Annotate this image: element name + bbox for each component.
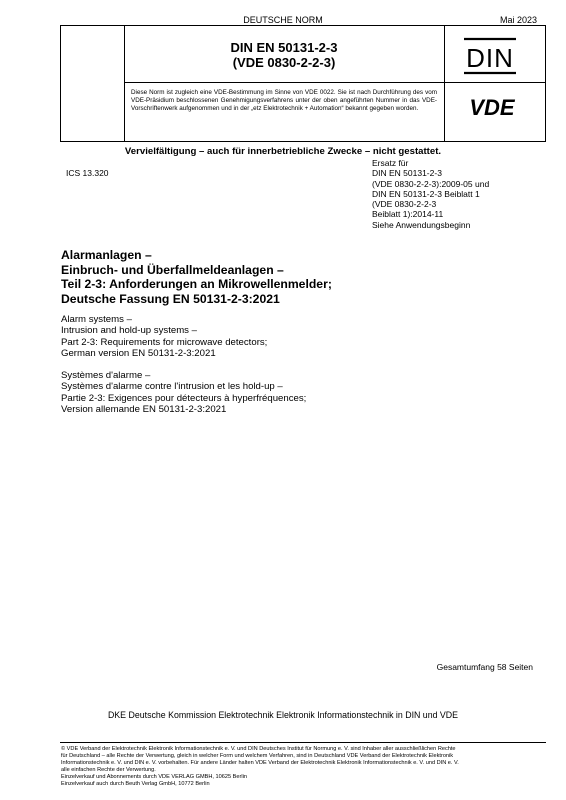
footer-line: alle einfachen Rechte der Verwertung. <box>61 766 156 773</box>
document-number: DIN EN 50131-2-3 <box>230 40 338 55</box>
title-german <box>61 248 332 306</box>
footer-line: für Deutschland – alle Rechte der Verwertung, gleich in welcher Form und welchem Verfahren, sind in Deutschland VDE Verband der Elektrotechnik Elektronik <box>61 752 454 759</box>
replacement-line: DIN EN 50131-2-3 <box>372 168 442 179</box>
title-english-line: Part 2-3: Requirements for microwave detectors; <box>61 336 268 348</box>
footer-line: Einzelverkauf auch durch Beuth Verlag GmbH, 10772 Berlin <box>61 780 210 787</box>
vde-classification: (VDE 0830-2-2-3) <box>232 55 336 70</box>
title-german-line: Einbruch- und Überfallmeldeanlagen – <box>61 262 284 277</box>
vde-logo-text: VDE <box>469 96 515 118</box>
norm-type-label: DEUTSCHE NORM <box>243 15 323 25</box>
document-title <box>125 40 443 70</box>
din-logo-text: DIN <box>466 43 514 73</box>
replacement-line: Siehe Anwendungsbeginn <box>372 219 471 230</box>
title-german-line: Teil 2-3: Anforderungen an Mikrowellenmelder; <box>61 277 332 291</box>
title-english-line: Alarm systems – <box>61 314 132 325</box>
title-english-line: German version EN 50131-2-3:2021 <box>61 347 216 359</box>
replacement-line: (VDE 0830-2-2-3):2009-05 und <box>372 178 490 189</box>
title-german-line: Alarmanlagen – <box>61 248 152 262</box>
frame-divider-middle <box>124 82 546 83</box>
footer-line: Einzelverkauf und Abonnements durch VDE VERLAG GMBH, 10625 Berlin <box>61 773 247 780</box>
ics-code: ICS 13.320 <box>66 168 109 178</box>
din-logo <box>462 34 518 78</box>
footer-line: Informationstechnik e. V. und DIN e. V. vorbehalten. Für andere Länder halten VDE Verband der Elektrotechnik Elektronik Informationstechnik e. V. und DIN e. V. <box>61 759 459 766</box>
title-french-line: Version allemande EN 50131-2-3:2021 <box>61 403 227 415</box>
title-french-line: Systèmes d'alarme – <box>61 370 151 381</box>
reproduction-warning: Vervielfältigung – auch für innerbetriebliche Zwecke – nicht gestattet. <box>124 146 442 157</box>
replacement-line: Beiblatt 1):2014-11 <box>372 209 444 220</box>
copyright-footer <box>61 746 541 787</box>
title-french-line: Partie 2-3: Exigences pour détecteurs à hyperfréquences; <box>61 392 307 404</box>
dke-commission: DKE Deutsche Kommission Elektrotechnik Elektronik Informationstechnik in DIN und VDE <box>107 710 459 720</box>
footer-divider <box>60 742 546 743</box>
title-english-line: Intrusion and hold-up systems – <box>61 325 197 337</box>
replacement-line: Ersatz für <box>372 158 409 168</box>
total-pages: Gesamtumfang 58 Seiten <box>436 662 533 672</box>
frame-divider-right <box>444 25 445 142</box>
replacement-line: (VDE 0830-2-2-3 <box>372 199 437 210</box>
footer-line: © VDE Verband der Elektrotechnik Elektronik Informationstechnik e. V. und DIN Deutsches Institut für Normung e. V. sind Inhaber aller ausschließlichen Rechte <box>61 746 456 752</box>
title-french-line: Systèmes d'alarme contre l'intrusion et les hold-up – <box>61 381 283 393</box>
title-english <box>61 314 267 359</box>
replacement-info <box>372 158 542 230</box>
title-french <box>61 370 306 415</box>
vde-logo <box>452 96 532 118</box>
title-german-line: Deutsche Fassung EN 50131-2-3:2021 <box>61 291 280 306</box>
replacement-line: DIN EN 50131-2-3 Beiblatt 1 <box>372 188 480 199</box>
vde-determination-note: Diese Norm ist zugleich eine VDE-Bestimmung im Sinne von VDE 0022. Sie ist nach Durchführung des vom VDE-Präsidium beschlossenen Genehmigungsverfahrens unter der oben angeführten Nummer in das VDE-Vorschriftenwerk aufgenommen und in der „etz Elektrotechnik + Automation“ bekannt gegeben worden. <box>131 89 437 113</box>
publication-date: Mai 2023 <box>499 15 537 25</box>
